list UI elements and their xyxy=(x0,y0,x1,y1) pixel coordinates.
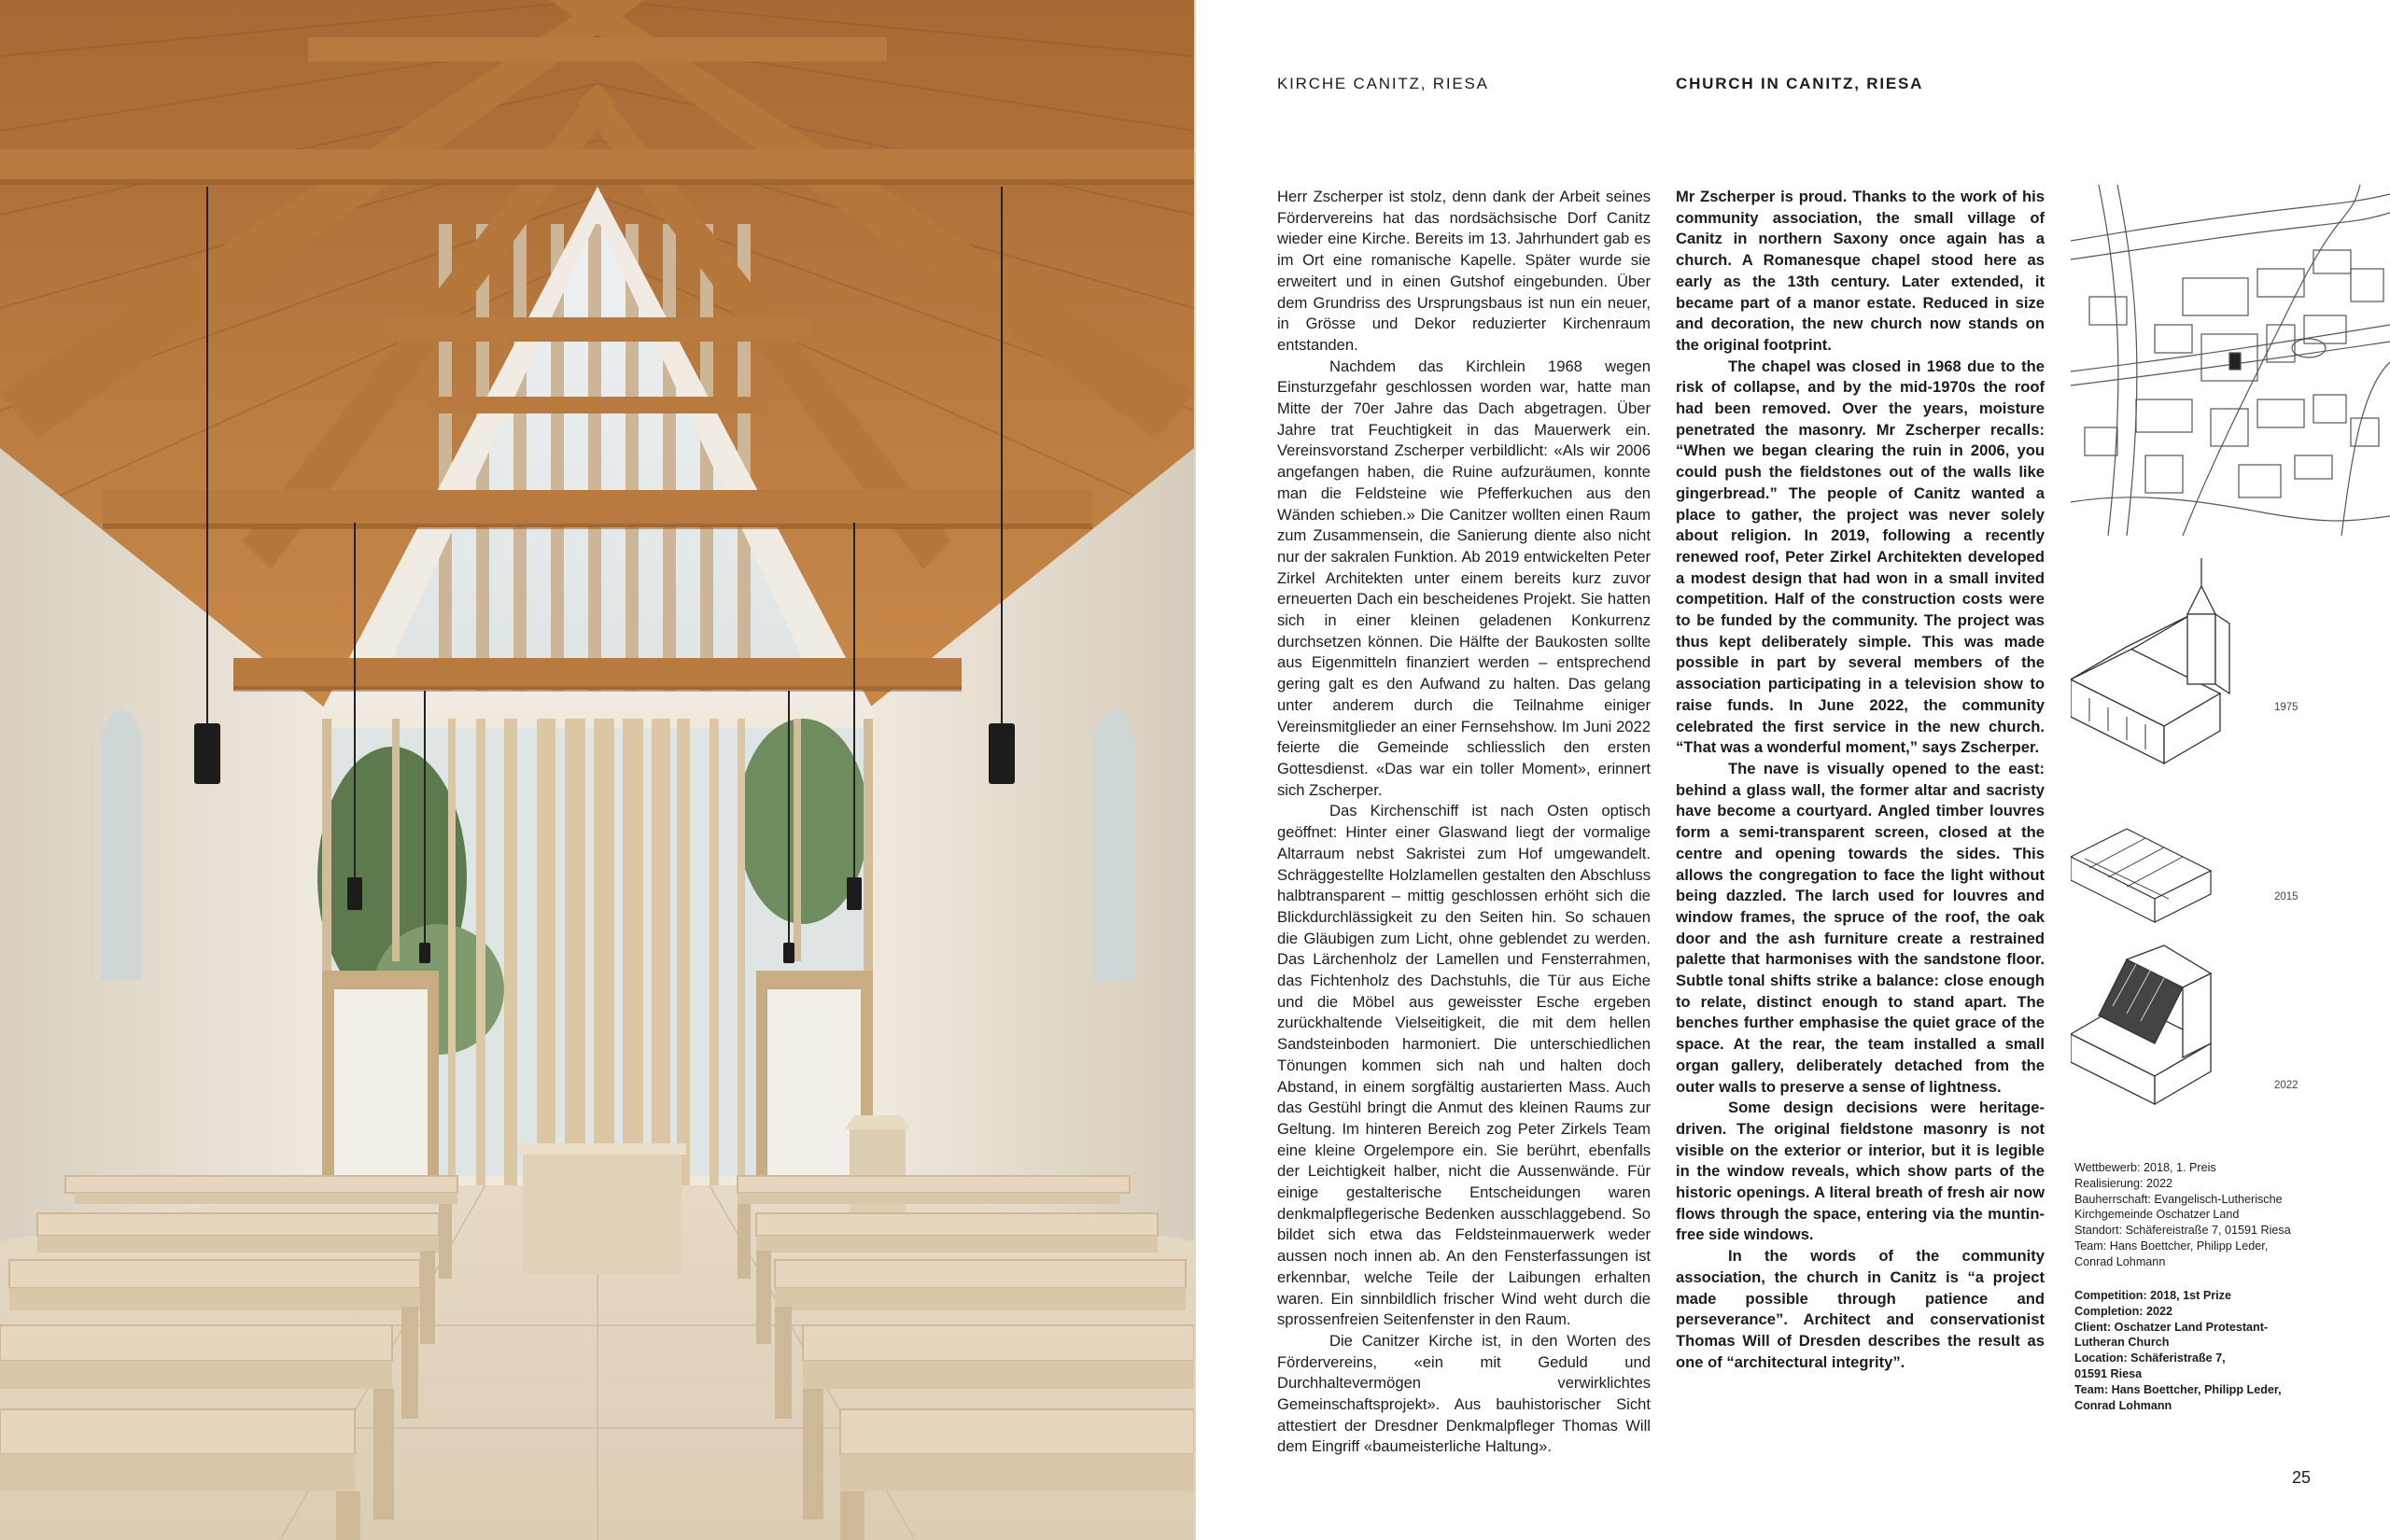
credit-line: Bauherrschaft: Evangelisch-Lutherische xyxy=(2074,1192,2283,1206)
paragraph: Herr Zscherper ist stolz, denn dank der Arbeit seines Fördervereins hat das nordsächsische Dorf Canitz wieder eine Kirche. Bereits im 13. Jahrhundert gab es im Ort eine romanische Kapelle. Später wurde sie erweitert und in einen Gutshof eingebunden. Über dem Grundriss des Ursprungsbaus ist nun ein neuer, in Grösse und Dekor reduzierter Kirchenraum entstanden. xyxy=(1277,188,1651,354)
credit-line: 01591 Riesa xyxy=(2074,1366,2143,1380)
credits-english xyxy=(2074,1288,2373,1413)
credit-line: Competition: 2018, 1st Prize xyxy=(2074,1289,2231,1302)
page-number: 25 xyxy=(2292,1468,2312,1487)
credit-line: Wettbewerb: 2018, 1. Preis xyxy=(2074,1161,2216,1174)
credit-line: Conrad Lohmann xyxy=(2074,1398,2172,1412)
credit-line: Team: Hans Boettcher, Philipp Leder, xyxy=(2074,1382,2282,1396)
credit-line: Completion: 2022 xyxy=(2074,1304,2172,1318)
paragraph: The chapel was closed in 1968 due to the risk of collapse, and by the mid-1970s the roof had been removed. Over the years, moisture penetrated the masonry. Mr Zscherper recalls: “When we began clearing the ruin in 2006, you could push the fieldstones out of the walls like gingerbread.” The people of Canitz wanted a place to gather, the project was never solely about religion. In 2019, following a recently renewed roof, Peter Zirkel Architekten developed a modest design that had won in a small invited competition. Half of the construction costs were to be funded by the community. The project was thus kept deliberately simple. This was made possible in part by several members of the association participating in a television show to raise funds. In June 2022, the community celebrated the first service in the new church. “That was a wonderful moment,” says Zscherper. xyxy=(1676,357,2045,757)
paragraph: Die Canitzer Kirche ist, in den Worten des Fördervereins, «ein mit Geduld und Durchhaltevermögen verwirklichtes Gemeinschaftsprojekt». Aus bauhistorischer Sicht attestiert der Dresdner Denkmalpfleger Thomas Will dem Eingriff «baumeisterliche Haltung». xyxy=(1277,1331,1651,1456)
site-plan-drawing xyxy=(2071,185,2390,536)
credit-line: Team: Hans Boettcher, Philipp Leder, xyxy=(2074,1239,2269,1253)
paragraph: Das Kirchenschiff ist nach Osten optisch geöffnet: Hinter einer Glaswand liegt der vormalige Altarraum nebst Sakristei zum Hof umgewandelt. Schräggestellte Holzlamellen gestalten den Abschluss halbtransparent – mittig geschlossen erhöht sich die Blickdurchlässigkeit zu den Seiten hin. So schauen die Gläubigen zum Licht, ohne geblendet zu werden. Das Lärchenholz der Lamellen und Fensterrahmen, das Fichtenholz des Dachstuhls, die Tür aus Eiche und die Möbel aus geweisster Esche ergeben zurückhaltende Vielseitigkeit, die mit dem hellen Sandsteinboden harmoniert. Die unterschiedlichen Tönungen kommen sich nah und halten doch Abstand, in einem sorgfältig austarierten Mass. Auch das Gestühl bringt die Anmut des kleinen Raums zur Geltung. Im hinteren Bereich zog Peter Zirkels Team eine kleine Orgelempore ein. Sie berührt, ebenfalls der Leichtigkeit halber, nicht die Aussenwände. Für einige gestalterische Entscheidungen waren denkmalpflegerische Bedenken ausschlaggebend. So bildet sich etwa das Feldsteinmauerwerk weder aussen noch innen ab. An den Fensterfassungen ist erkennbar, welche Teile der Laibungen erhalten waren. Ein sinnbildlich frischer Wind weht durch die sprossenfreien Seitenfenster in den Raum. xyxy=(1277,802,1651,1329)
english-text-column xyxy=(1676,187,2045,1373)
axonometric-1975-drawing xyxy=(2071,558,2229,763)
paragraph: The nave is visually opened to the east: behind a glass wall, the former altar and sacristy have become a courtyard. Angled timber louvres form a semi-transparent screen, closed at the centre and opening towards the sides. This allows the congregation to face the light without being dazzled. The larch used for louvres and window frames, the spruce of the roof, the oak door and the ash furniture create a restrained palette that harmonises with the sandstone floor. Subtle tonal shifts strike a balance: close enough to relate, distinct enough to stand apart. The benches further emphasise the quiet grace of the space. At the rear, the team installed a small organ gallery, deliberately detached from the outer walls to preserve a sense of lightness. xyxy=(1676,759,2045,1096)
year-label: 2015 xyxy=(2274,891,2299,903)
paragraph: Some design decisions were heritage-driven. The original fieldstone masonry is not visible on the exterior or interior, but it is legible in the window reveals, which show parts of the historic openings. A literal breath of fresh air now flows through the space, entering via the muntin-free side windows. xyxy=(1676,1099,2045,1244)
credit-line: Client: Oschatzer Land Protestant- xyxy=(2074,1320,2269,1334)
credit-line: Lutheran Church xyxy=(2074,1336,2170,1350)
paragraph: Mr Zscherper is proud. Thanks to the work of his community association, the small village of Canitz in northern Saxony once again has a church. A Romanesque chapel stood here as early as the 13th century. Later extended, it became part of a manor estate. Reduced in size and decoration, the new church now stands on the original footprint. xyxy=(1676,188,2045,354)
credit-line: Conrad Lohmann xyxy=(2074,1254,2166,1268)
credit-line: Standort: Schäfereistraße 7, 01591 Riesa xyxy=(2074,1224,2291,1238)
church-interior-photo xyxy=(0,0,1194,1540)
drawings-column xyxy=(2071,185,2390,1118)
credit-line: Realisierung: 2022 xyxy=(2074,1176,2173,1190)
credit-line: Location: Schäferistraße 7, xyxy=(2074,1351,2226,1365)
year-label: 1975 xyxy=(2274,702,2299,713)
axonometric-2022-drawing xyxy=(2071,945,2211,1104)
axonometric-2015-drawing xyxy=(2071,829,2211,922)
page-gutter xyxy=(1194,0,1196,1540)
credits-german xyxy=(2074,1160,2373,1270)
credit-line: Kirchgemeinde Oschatzer Land xyxy=(2074,1208,2240,1222)
paragraph: Nachdem das Kirchlein 1968 wegen Einsturzgefahr geschlossen worden war, hatte man Mitte der 70er Jahre das Dach abgetragen. Über Jahre trat Feuchtigkeit in das Mauerwerk ein. Vereinsvorstand Zscherper verbildlicht: «Als wir 2006 angefangen haben, die Ruine aufzuräumen, konnte man die Feldsteine wie Pfefferkuchen aus den Wänden schieben.» Die Canitzer wollten einen Raum zum Zusammensein, die Sanierung diente also nicht nur der sakralen Funktion. Ab 2019 entwickelten Peter Zirkel Architekten unter einem bereits kurz zuvor erneuerten Dach ein bescheidenes Projekt. Sie hatten sich in einer kleinen geladenen Konkurrenz durchsetzen können. Die Hälfte der Baukosten sollte aus Eigenmitteln finanziert werden – entsprechend gering galt es den Aufwand zu halten. Das gelang unter anderem durch die Teilnahme einiger Vereinsmitglieder an einer Fernsehshow. Im Juni 2022 feierte die Gemeinde schliesslich den ersten Gottesdienst. «Das war ein toller Moment», erinnert sich Zscherper. xyxy=(1277,357,1651,799)
paragraph: In the words of the community association, the church in Canitz is “a project made possible through patience and perseverance”. Architect and conservationist Thomas Will of Dresden describes the result as one of “architectural integrity”. xyxy=(1676,1247,2045,1371)
year-label: 2022 xyxy=(2274,1080,2299,1091)
heading-german: KIRCHE CANITZ, RIESA xyxy=(1277,75,1489,92)
german-text-column xyxy=(1277,187,1651,1458)
heading-english: CHURCH IN CANITZ, RIESA xyxy=(1676,75,1924,92)
